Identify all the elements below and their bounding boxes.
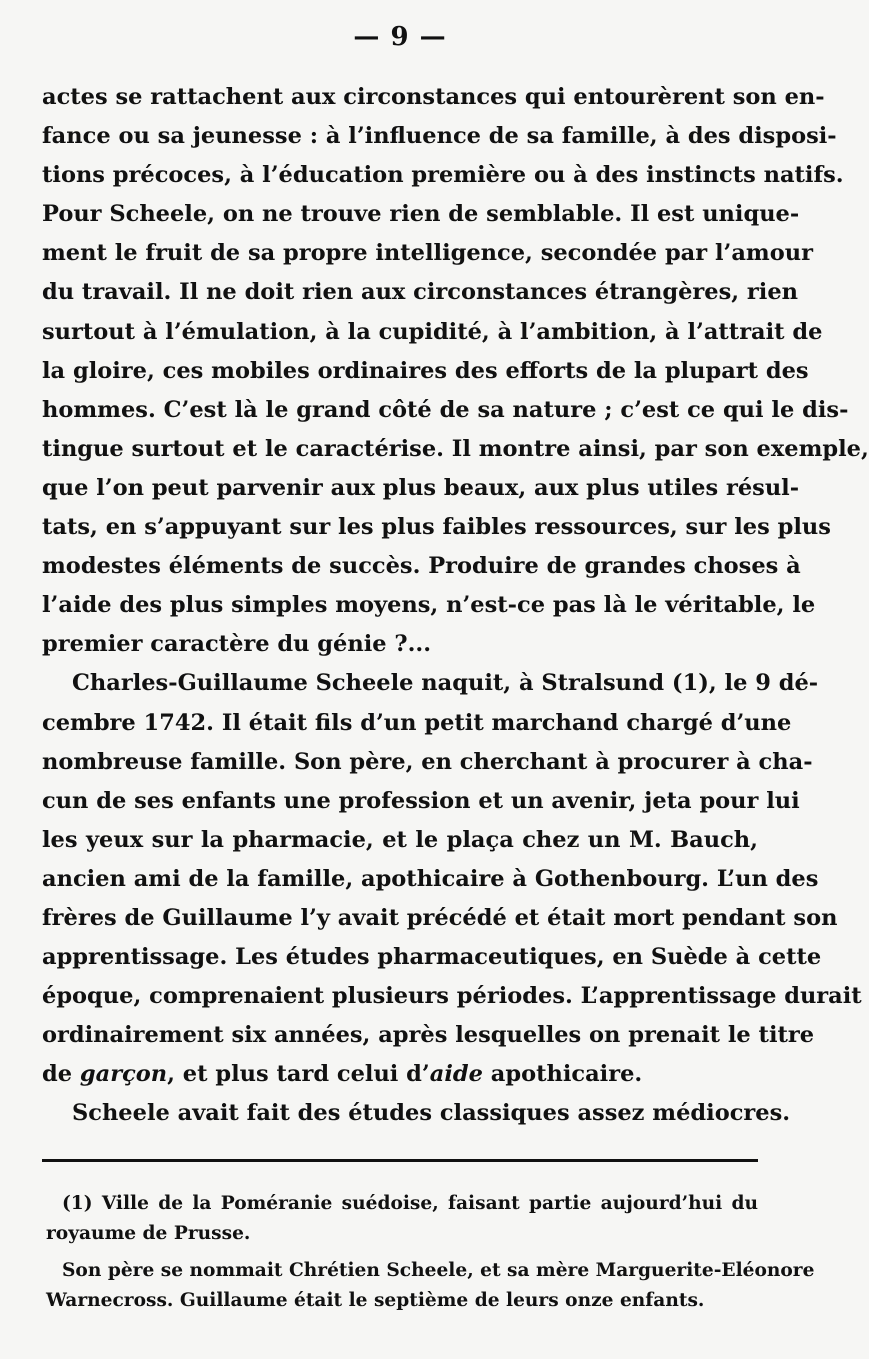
text-line: Scheele avait fait des études classiques assez médiocres. <box>72 1100 791 1127</box>
text-line: surtout à l’émulation, à la cupidité, à l’ambition, à l’attrait de <box>42 318 823 345</box>
text-line: époque, comprenaient plusieurs périodes. L’apprentissage durait <box>42 983 862 1010</box>
text-line: frères de Guillaume l’y avait précédé et était mort pendant son <box>42 904 838 931</box>
text-line: actes se rattachent aux circonstances qui entourèrent son en- <box>42 84 825 110</box>
text-line: Pour Scheele, on ne trouve rien de semblable. Il est unique- <box>42 201 800 228</box>
italic-term: aide <box>429 1061 483 1088</box>
text-line: la gloire, ces mobiles ordinaires des efforts de la plupart des <box>42 357 809 384</box>
text-line: fance ou sa jeunesse : à l’influence de sa famille, à des disposi- <box>42 123 837 150</box>
text-line: cun de ses enfants une profession et un avenir, jeta pour lui <box>42 787 800 814</box>
text-segment: de <box>42 1061 73 1088</box>
text-line: que l’on peut parvenir aux plus beaux, aux plus utiles résul- <box>42 474 800 501</box>
footnote-line: Son père se nommait Chrétien Scheele, et sa mère Marguerite-Eléonore <box>62 1260 815 1281</box>
text-line: nombreuse famille. Son père, en cherchant à procurer à cha- <box>42 748 813 775</box>
text-line: ordinairement six années, après lesquelles on prenait le titre <box>42 1022 815 1049</box>
text-line: du travail. Il ne doit rien aux circonstances étrangères, rien <box>42 279 798 306</box>
footnotes <box>46 1189 815 1315</box>
text-line: premier caractère du génie ?... <box>42 631 432 658</box>
footnote-gap <box>46 1248 758 1256</box>
text-line: ment le fruit de sa propre intelligence, secondée par l’amour <box>42 240 813 267</box>
footnote-line: (1) Ville de la Poméranie suédoise, faisant partie aujourd’hui du <box>62 1193 758 1214</box>
text-line: l’aide des plus simples moyens, n’est-ce pas là le véritable, le <box>42 592 816 619</box>
footnote-line: Warnecross. Guillaume était le septième de leurs onze enfants. <box>46 1289 705 1311</box>
text-line: modestes éléments de succès. Produire de grandes choses à <box>42 553 801 580</box>
italic-term: garçon <box>79 1061 168 1088</box>
text-line: hommes. C’est là le grand côté de sa nature ; c’est ce qui le dis- <box>42 396 849 423</box>
page-number: — 9 — <box>353 22 447 52</box>
text-line: Charles-Guillaume Scheele naquit, à Stralsund (1), le 9 dé- <box>72 670 819 697</box>
text-line: ancien ami de la famille, apothicaire à Gothenbourg. L’un des <box>42 865 819 892</box>
text-line <box>42 1055 758 1094</box>
text-segment: , et plus tard celui d’ <box>167 1061 430 1088</box>
text-line: cembre 1742. Il était fils d’un petit marchand chargé d’une <box>42 709 792 736</box>
text-line: tions précoces, à l’éducation première ou à des instincts natifs. <box>42 162 844 189</box>
text-line: apprentissage. Les études pharmaceutiques, en Suède à cette <box>42 944 822 971</box>
footnote-divider <box>42 1159 758 1162</box>
text-line: tingue surtout et le caractérise. Il montre ainsi, par son exemple, <box>42 435 869 462</box>
text-line: les yeux sur la pharmacie, et le plaça chez un M. Bauch, <box>42 826 758 853</box>
footnote-line: royaume de Prusse. <box>46 1222 251 1244</box>
body-text <box>42 78 869 1134</box>
text-segment: apothicaire. <box>482 1061 643 1088</box>
text-line: tats, en s’appuyant sur les plus faibles ressources, sur les plus <box>42 514 831 541</box>
